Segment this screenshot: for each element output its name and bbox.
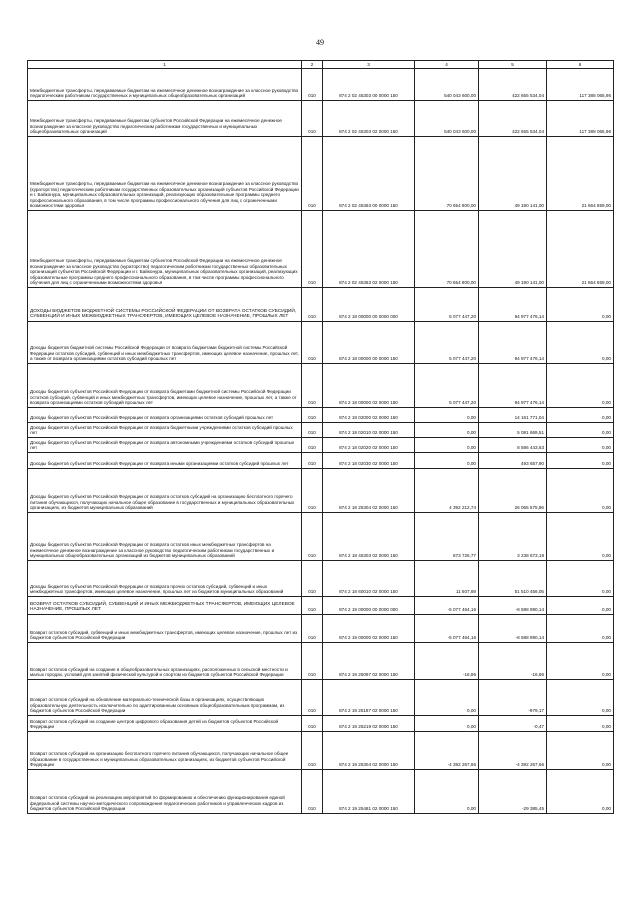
table-row [28, 408, 614, 423]
row-unexecuted-cell: 0,00 [547, 615, 614, 643]
row-approved-cell: 70 654 800,00 [415, 211, 479, 288]
table-row [28, 101, 614, 137]
row-name-cell: Доходы бюджетов субъектов Российской Федерации от возврата бюджетами бюджетной системы Российской Федерации остатков субсидий, субвенций и иных межбюджетных трансфертов, имеющих целевое назначение, прошлых лет, а также от возврата организациями остатков субсидий прошлых лет [28, 364, 302, 408]
row-executed-cell: 8 586 443,63 [479, 438, 547, 453]
row-unexecuted-cell: 0,00 [547, 364, 614, 408]
row-line-code-cell: 010 [302, 69, 323, 101]
row-approved-cell: 70 654 800,00 [415, 137, 479, 211]
row-line-code-cell: 010 [302, 597, 323, 615]
row-name-cell: Доходы бюджетов субъектов Российской Федерации от возврата автономными учреждениями остатков субсидий прошлых лет [28, 438, 302, 453]
row-executed-cell: 26 065 575,86 [479, 469, 547, 513]
row-approved-cell: -4 392 267,66 [415, 732, 479, 770]
row-executed-cell: 422 655 534,04 [479, 101, 547, 137]
row-approved-cell: 540 043 600,00 [415, 69, 479, 101]
row-unexecuted-cell: 0,00 [547, 469, 614, 513]
row-line-code-cell: 010 [302, 469, 323, 513]
row-name-cell: Возврат остатков субсидий на обновление материально-технической базы в организациях, осуществляющих образовательную деятельность исключительно по адаптированным основным общеобразовательным программам, из бюджетов субъектов Российской Федерации [28, 680, 302, 716]
table-row [28, 597, 614, 615]
row-executed-cell: -16,96 [479, 643, 547, 680]
row-executed-cell: -979,17 [479, 680, 547, 716]
row-name-cell: ДОХОДЫ БЮДЖЕТОВ БЮДЖЕТНОЙ СИСТЕМЫ РОССИЙСКОЙ ФЕДЕРАЦИИ ОТ ВОЗВРАТА ОСТАТКОВ СУБСИДИЙ, СУБВЕНЦИЙ И ИНЫХ МЕЖБЮДЖЕТНЫХ ТРАНСФЕРТОВ, ИМЕЮЩИХ ЦЕЛЕВОЕ НАЗНАЧЕНИЕ, ПРОШЛЫХ ЛЕТ [28, 288, 302, 322]
row-name-cell: Возврат остатков субсидий на создание в общеобразовательных организациях, расположенных в сельской местности и малых городах, условий для занятий физической культурой и спортом из бюджетов субъектов Российской Федерации [28, 643, 302, 680]
row-executed-cell: 3 238 673,19 [479, 513, 547, 561]
table-row [28, 423, 614, 438]
row-executed-cell: 14 161 771,04 [479, 408, 547, 423]
row-executed-cell: 94 977 476,14 [479, 288, 547, 322]
row-approved-cell: 0,00 [415, 453, 479, 469]
row-approved-cell: 540 043 600,00 [415, 101, 479, 137]
row-line-code-cell: 010 [302, 513, 323, 561]
row-budget-code-cell: 874 2 02 45303 00 0000 150 [323, 69, 415, 101]
row-line-code-cell: 010 [302, 137, 323, 211]
row-approved-cell: 0,00 [415, 438, 479, 453]
row-name-cell: Возврат остатков субсидий на реализацию мероприятий по формированию и обеспечению функционирования единой федеральной системы научно-методического сопровождения педагогических работников и управленческих кадров из бюджетов субъектов Российской Федерации [28, 770, 302, 814]
row-budget-code-cell: 874 2 18 60010 02 0000 150 [323, 561, 415, 597]
table-row [28, 561, 614, 597]
row-name-cell: Возврат остатков субсидий на организацию бесплатного горячего питания обучающихся, получающих начальное общее образование в государственных и муниципальных образовательных организациях, из бюджетов субъектов Российской Федерации [28, 732, 302, 770]
table-row [28, 288, 614, 322]
row-approved-cell: 0,00 [415, 408, 479, 423]
row-executed-cell: 94 977 476,14 [479, 322, 547, 364]
row-line-code-cell: 010 [302, 680, 323, 716]
row-budget-code-cell: 874 2 18 02030 02 0000 150 [323, 453, 415, 469]
row-approved-cell: 0,00 [415, 770, 479, 814]
row-unexecuted-cell: 0,00 [547, 438, 614, 453]
table-row [28, 364, 614, 408]
row-unexecuted-cell: 117 388 065,96 [547, 69, 614, 101]
table-body [28, 69, 614, 814]
budget-revenue-table [27, 60, 614, 814]
row-line-code-cell: 010 [302, 211, 323, 288]
row-budget-code-cell: 874 2 19 25304 02 0000 150 [323, 732, 415, 770]
row-name-cell: Межбюджетные трансферты, передаваемые бюджетам на ежемесячное денежное вознаграждение за классное руководство (кураторство) педагогическим работникам государственных образовательных организаций субъектов Российской Федерации и г. Байконура, муниципальных образовательных организаций, реализующих образовательные программы среднего профессионального образования, в том числе программы профессионального обучения для лиц с ограниченными возможностями здоровья [28, 137, 302, 211]
row-line-code-cell: 010 [302, 438, 323, 453]
row-line-code-cell: 010 [302, 561, 323, 597]
row-line-code-cell: 010 [302, 732, 323, 770]
row-approved-cell: -5 077 464,16 [415, 615, 479, 643]
row-budget-code-cell: 874 2 19 25481 02 0000 150 [323, 770, 415, 814]
row-unexecuted-cell: 0,00 [547, 513, 614, 561]
row-approved-cell: 5 077 447,20 [415, 322, 479, 364]
row-budget-code-cell: 874 2 18 00000 02 0000 150 [323, 364, 415, 408]
row-line-code-cell: 010 [302, 408, 323, 423]
row-line-code-cell: 010 [302, 364, 323, 408]
row-name-cell: Межбюджетные трансферты, передаваемые бюджетам субъектов Российской Федерации на ежемесячное денежное вознаграждение за классное руководство (кураторство) педагогическим работникам государственных образовательных организаций субъектов Российской Федерации и г. Байконура, муниципальных образовательных организаций, реализующих образовательные программы среднего профессионального образования, в том числе программы профессионального обучения для лиц с ограниченными возможностями здоровья [28, 211, 302, 288]
row-name-cell: Доходы бюджетов субъектов Российской Федерации от возврата остатков иных межбюджетных трансфертов на ежемесячное денежное вознаграждение за классное руководство педагогическим работникам государственных и муниципальных общеобразовательных организаций из бюджетов муниципальных образований [28, 513, 302, 561]
row-executed-cell: 51 510 456,05 [479, 561, 547, 597]
row-budget-code-cell: 874 2 18 02000 02 0000 150 [323, 408, 415, 423]
row-approved-cell: 4 392 212,74 [415, 469, 479, 513]
table-row [28, 322, 614, 364]
table-row [28, 732, 614, 770]
row-executed-cell: 493 657,90 [479, 453, 547, 469]
row-approved-cell: -16,96 [415, 643, 479, 680]
row-budget-code-cell: 874 2 02 45363 00 0000 150 [323, 137, 415, 211]
row-name-cell: Доходы бюджетов субъектов Российской Федерации от возврата бюджетными учреждениями остатков субсидий прошлых лет [28, 423, 302, 438]
table-row [28, 770, 614, 814]
row-approved-cell: -5 077 464,16 [415, 597, 479, 615]
row-budget-code-cell: 874 2 18 45303 02 0000 150 [323, 513, 415, 561]
row-executed-cell: 49 190 141,00 [479, 211, 547, 288]
row-unexecuted-cell: 0,00 [547, 716, 614, 732]
row-name-cell: Доходы бюджетов субъектов Российской Федерации от возврата прочих остатков субсидий, субвенций и иных межбюджетных трансфертов, имеющих целевое назначение, прошлых лет из бюджетов муниципальных образований [28, 561, 302, 597]
row-line-code-cell: 010 [302, 288, 323, 322]
table-row [28, 137, 614, 211]
row-budget-code-cell: 874 2 19 00000 00 0000 000 [323, 597, 415, 615]
column-header: 5 [479, 61, 547, 69]
row-executed-cell: 94 977 476,14 [479, 364, 547, 408]
table-row [28, 615, 614, 643]
row-line-code-cell: 010 [302, 101, 323, 137]
row-approved-cell: 0,00 [415, 423, 479, 438]
row-executed-cell: 422 655 534,04 [479, 69, 547, 101]
row-budget-code-cell: 874 2 02 45363 02 0000 150 [323, 211, 415, 288]
row-name-cell: Возврат остатков субсидий, субвенций и иных межбюджетных трансфертов, имеющих целевое назначение, прошлых лет из бюджетов субъектов Российской Федерации [28, 615, 302, 643]
row-unexecuted-cell: 21 664 659,00 [547, 137, 614, 211]
row-budget-code-cell: 874 2 18 00000 00 0000 150 [323, 322, 415, 364]
table-header-row [28, 61, 614, 69]
row-name-cell: Межбюджетные трансферты, передаваемые бюджетам на ежемесячное денежное вознаграждение за классное руководство педагогическим работникам государственных и муниципальных общеобразовательных организаций [28, 69, 302, 101]
table-row [28, 211, 614, 288]
row-line-code-cell: 010 [302, 770, 323, 814]
row-name-cell: ВОЗВРАТ ОСТАТКОВ СУБСИДИЙ, СУБВЕНЦИЙ И ИНЫХ МЕЖБЮДЖЕТНЫХ ТРАНСФЕРТОВ, ИМЕЮЩИХ ЦЕЛЕВОЕ НАЗНАЧЕНИЕ, ПРОШЛЫХ ЛЕТ [28, 597, 302, 615]
row-budget-code-cell: 874 2 18 00000 00 0000 000 [323, 288, 415, 322]
row-unexecuted-cell: 0,00 [547, 770, 614, 814]
table-row [28, 680, 614, 716]
page-number: 49 [316, 38, 324, 47]
row-name-cell: Доходы бюджетов субъектов Российской Федерации от возврата иными организациями остатков субсидий прошлых лет [28, 453, 302, 469]
row-line-code-cell: 010 [302, 423, 323, 438]
column-header: 4 [415, 61, 479, 69]
row-line-code-cell: 010 [302, 716, 323, 732]
row-unexecuted-cell: 0,00 [547, 423, 614, 438]
row-budget-code-cell: 874 2 19 25097 02 0000 150 [323, 643, 415, 680]
row-executed-cell: 5 081 669,51 [479, 423, 547, 438]
row-name-cell: Доходы бюджетов субъектов Российской Федерации от возврата остатков субсидий на организацию бесплатного горячего питания обучающихся, получающих начальное общее образование в государственных и муниципальных образовательных организациях, из бюджетов муниципальных образований [28, 469, 302, 513]
row-executed-cell: -4 392 267,66 [479, 732, 547, 770]
row-name-cell: Доходы бюджетов бюджетной системы Российской Федерации от возврата бюджетами бюджетной системы Российской Федерации остатков субсидий, субвенций и иных межбюджетных трансфертов, имеющих целевое назначение, прошлых лет, а также от возврата организациями остатков субсидий прошлых лет [28, 322, 302, 364]
row-executed-cell: -29 385,45 [479, 770, 547, 814]
column-header: 6 [547, 61, 614, 69]
row-approved-cell: 11 507,69 [415, 561, 479, 597]
row-budget-code-cell: 874 2 19 25187 02 0000 150 [323, 680, 415, 716]
column-header: 1 [28, 61, 302, 69]
row-executed-cell: 49 190 141,00 [479, 137, 547, 211]
table-row [28, 469, 614, 513]
row-budget-code-cell: 874 2 18 02010 02 0000 150 [323, 423, 415, 438]
table-row [28, 716, 614, 732]
row-executed-cell: -8 588 890,14 [479, 597, 547, 615]
row-budget-code-cell: 874 2 18 25304 02 0000 150 [323, 469, 415, 513]
row-approved-cell: 5 077 447,20 [415, 288, 479, 322]
table-row [28, 453, 614, 469]
row-line-code-cell: 010 [302, 453, 323, 469]
row-approved-cell: 5 077 447,20 [415, 364, 479, 408]
row-budget-code-cell: 874 2 02 45303 02 0000 150 [323, 101, 415, 137]
row-unexecuted-cell: 0,00 [547, 561, 614, 597]
row-unexecuted-cell: 0,00 [547, 322, 614, 364]
row-executed-cell: -0,47 [479, 716, 547, 732]
row-unexecuted-cell: 0,00 [547, 453, 614, 469]
row-approved-cell: 673 726,77 [415, 513, 479, 561]
column-header: 2 [302, 61, 323, 69]
row-unexecuted-cell: 0,00 [547, 288, 614, 322]
row-line-code-cell: 010 [302, 643, 323, 680]
row-name-cell: Возврат остатков субсидий на создание центров цифрового образования детей из бюджетов субъектов Российской Федерации [28, 716, 302, 732]
table-row [28, 438, 614, 453]
row-unexecuted-cell: 21 664 659,00 [547, 211, 614, 288]
row-line-code-cell: 010 [302, 615, 323, 643]
row-unexecuted-cell: 0,00 [547, 643, 614, 680]
row-unexecuted-cell: 0,00 [547, 680, 614, 716]
row-line-code-cell: 010 [302, 322, 323, 364]
table-row [28, 513, 614, 561]
table-row [28, 69, 614, 101]
row-executed-cell: -8 588 890,14 [479, 615, 547, 643]
table-row [28, 643, 614, 680]
row-unexecuted-cell: 0,00 [547, 597, 614, 615]
row-budget-code-cell: 874 2 19 00000 02 0000 150 [323, 615, 415, 643]
row-unexecuted-cell: 117 388 065,96 [547, 101, 614, 137]
row-approved-cell: 0,00 [415, 680, 479, 716]
row-name-cell: Межбюджетные трансферты, передаваемые бюджетам субъектов Российской Федерации на ежемесячное денежное вознаграждение за классное руководство педагогическим работникам государственных и муниципальных общеобразовательных организаций [28, 101, 302, 137]
row-name-cell: Доходы бюджетов субъектов Российской Федерации от возврата организациями остатков субсидий прошлых лет [28, 408, 302, 423]
row-unexecuted-cell: 0,00 [547, 732, 614, 770]
row-budget-code-cell: 874 2 18 02020 02 0000 150 [323, 438, 415, 453]
row-budget-code-cell: 874 2 19 25219 02 0000 150 [323, 716, 415, 732]
row-unexecuted-cell: 0,00 [547, 408, 614, 423]
column-header: 3 [323, 61, 415, 69]
row-approved-cell: 0,00 [415, 716, 479, 732]
